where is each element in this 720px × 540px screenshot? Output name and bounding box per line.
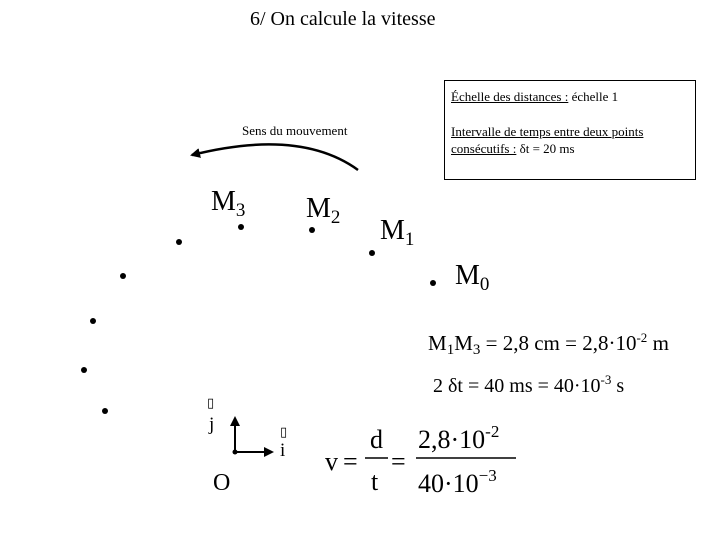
origin-label: O [213,470,231,496]
label-m1: $M_1$ [380,215,415,250]
i-vector-marker: ▯ [280,424,288,439]
origin-point [233,450,238,455]
scale-value: échelle 1 [568,89,619,104]
formula-equals-2: = [391,447,406,476]
page-title: 6/ On calcule la vitesse [250,8,436,30]
velocity-formula [325,422,516,498]
formula-equals-1: = [343,447,358,476]
trajectory-point-m0 [430,280,436,286]
formula-denominator-t: t [371,467,379,496]
label-m3: $M_3$ [211,186,246,221]
direction-label: Sens du mouvement [242,123,348,138]
interval-value: δt = 20 ms [516,141,575,156]
label-m0: $M_0$ [455,260,490,295]
axis-j-label: j [209,414,215,435]
interval-label-line2: consécutifs : [451,141,517,156]
trajectory-point-8 [102,408,108,414]
time-equation: 2 δt = 40 ms = $40\cdot 10^{-3}$ s [433,372,625,397]
trajectory-point-m3 [238,224,244,230]
trajectory-point-5 [120,273,126,279]
label-m2: $M_2$ [306,193,341,228]
trajectory-point-7 [81,367,87,373]
interval-label-line1: Intervalle de temps entre deux points [451,124,644,139]
scale-label: Échelle des distances : [451,89,569,104]
formula-lhs: v [325,447,338,476]
trajectory-point-m1 [369,250,375,256]
formula-numerator-d: d [370,425,383,454]
trajectory-point-6 [90,318,96,324]
axis-i-label: i [280,440,286,461]
formula-numerator-value: $2,8\cdot 10^{-2}$ [418,422,500,454]
j-vector-marker: ▯ [207,395,215,410]
distance-equation: $M_1M_3 = 2,8$ cm = $2,8\cdot 10^{-2}$ m [428,330,669,358]
motion-direction-arrow [192,144,358,170]
trajectory-point-4 [176,239,182,245]
formula-denominator-value: $40\cdot 10^{-3}$ [418,466,497,498]
